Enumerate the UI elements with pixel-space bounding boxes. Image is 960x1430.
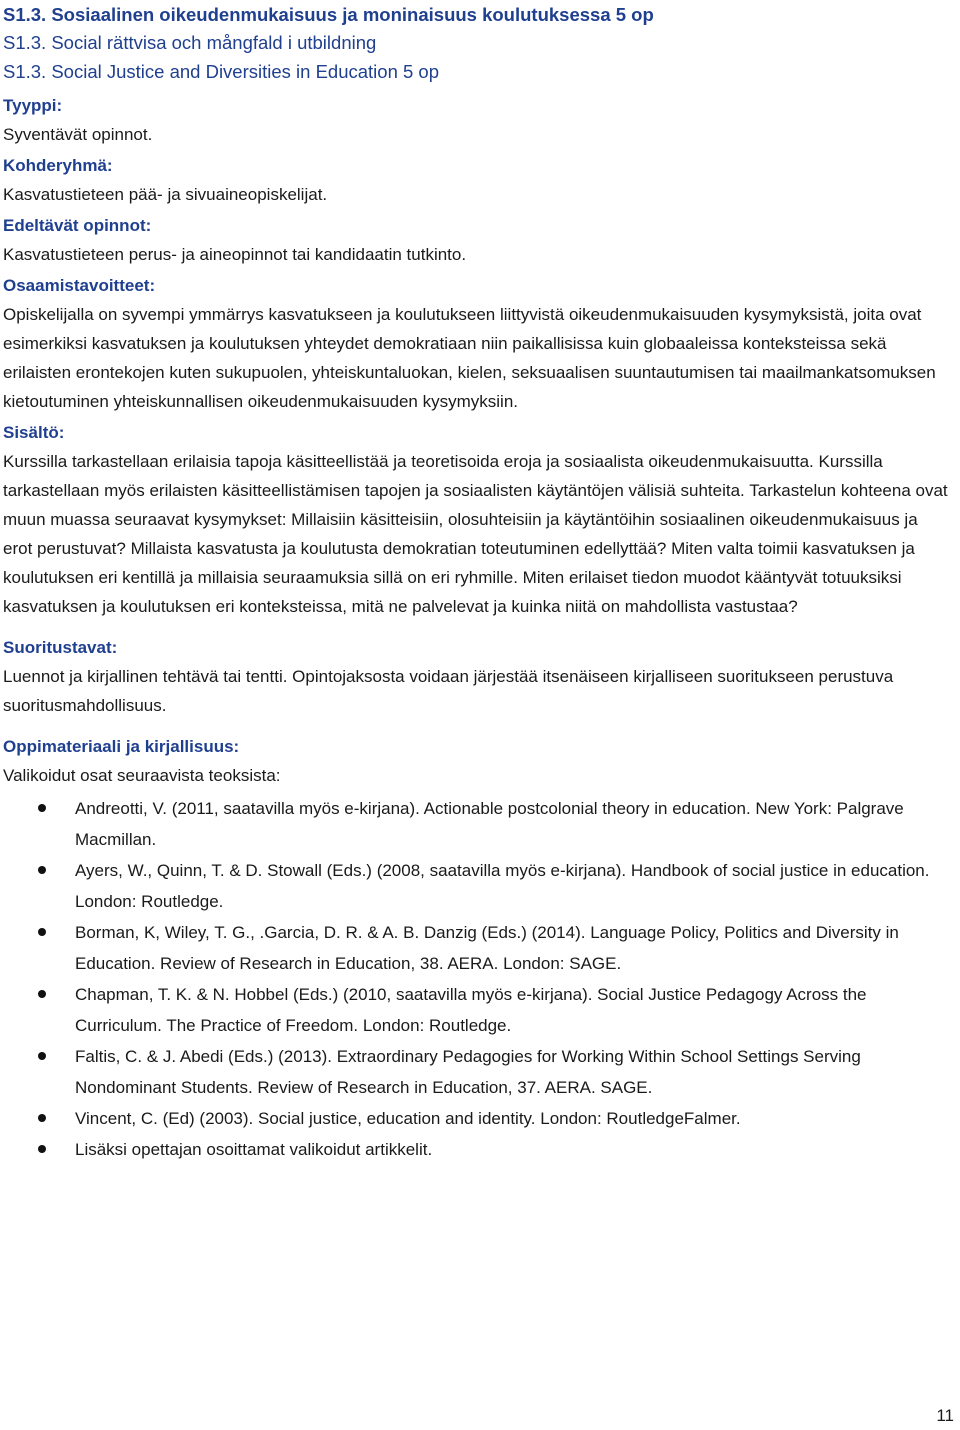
bullet-icon bbox=[38, 1114, 46, 1122]
course-title: S1.3. Sosiaalinen oikeudenmukaisuus ja moninaisuus koulutuksessa 5 op bbox=[3, 4, 654, 25]
reference-item bbox=[3, 917, 955, 979]
materials-section bbox=[3, 732, 948, 1165]
type-heading: Tyyppi: bbox=[3, 96, 63, 115]
content-heading: Sisältö: bbox=[3, 423, 65, 442]
content-text: Kurssilla tarkastellaan erilaisia tapoja käsitteellistää ja teoretisoida eroja ja sosiaalista oikeudenmukaisuutta. Kurssilla tarkastellaan myös erilaisten käsitteellistämisen tapojen ja sosiaalisten käytäntöjen välisiä suhteita. Tarkastelun kohteena ovat muun muassa seuraavat kysymykset: Millaisiin käsitteisiin, olosuhteisiin ja käytäntöihin sosiaalinen oikeudenmukaisuus ja erot perustuvat? Millaista kasvatusta ja koulutusta demokratian toteutuminen edellyttää? Miten valta toimii kasvatuksen ja koulutuksen eri kentillä ja millaisia seuraamuksia sillä on eri ryhmille. Miten erilaiset tiedon muodot kääntyvät totuuksiksi kasvatuksen ja koulutuksen eri konteksteissa, mitä ne palvelevat ja kuinka niitä on mahdollista vastustaa? bbox=[3, 452, 948, 616]
document-page bbox=[3, 0, 948, 1165]
prerequisites-heading: Edeltävät opinnot: bbox=[3, 216, 152, 235]
type-text: Syventävät opinnot. bbox=[3, 125, 153, 144]
bullet-icon bbox=[38, 866, 46, 874]
target-group-text: Kasvatustieteen pää- ja sivuaineopiskelijat. bbox=[3, 185, 328, 204]
completion-heading: Suoritustavat: bbox=[3, 638, 118, 657]
reference-item bbox=[3, 855, 955, 917]
learning-outcomes-heading: Osaamistavoitteet: bbox=[3, 276, 156, 295]
bullet-icon bbox=[38, 990, 46, 998]
reference-item bbox=[3, 1134, 955, 1165]
reference-text: Vincent, C. (Ed) (2003). Social justice, education and identity. London: RoutledgeFalmer. bbox=[75, 1109, 741, 1128]
type-section bbox=[3, 91, 948, 149]
reference-text: Borman, K, Wiley, T. G., .Garcia, D. R. & A. B. Danzig (Eds.) (2014). Language Policy, Politics and Diversity in Education. Review of Research in Education, 38. AERA. London: SAGE. bbox=[75, 923, 899, 973]
reference-text: Chapman, T. K. & N. Hobbel (Eds.) (2010, saatavilla myös e-kirjana). Social Justice Pedagogy Across the Curriculum. The Practice of Freedom. London: Routledge. bbox=[75, 985, 867, 1035]
course-title-english: S1.3. Social Justice and Diversities in Education 5 op bbox=[3, 61, 440, 82]
completion-text: Luennot ja kirjallinen tehtävä tai tentti. Opintojaksosta voidaan järjestää itsenäiseen kirjalliseen suoritukseen perustuva suoritusmahdollisuus. bbox=[3, 667, 894, 715]
completion-section bbox=[3, 633, 948, 720]
reference-text: Lisäksi opettajan osoittamat valikoidut artikkelit. bbox=[75, 1140, 433, 1159]
materials-heading: Oppimateriaali ja kirjallisuus: bbox=[3, 737, 240, 756]
bullet-icon bbox=[38, 804, 46, 812]
reference-text: Ayers, W., Quinn, T. & D. Stowall (Eds.) (2008, saatavilla myös e-kirjana). Handbook of social justice in education. London: Routledge. bbox=[75, 861, 930, 911]
reference-list bbox=[3, 793, 948, 1165]
target-group-heading: Kohderyhmä: bbox=[3, 156, 113, 175]
target-group-section bbox=[3, 151, 948, 209]
bullet-icon bbox=[38, 1145, 46, 1153]
bullet-icon bbox=[38, 1052, 46, 1060]
course-title-swedish: S1.3. Social rättvisa och mångfald i utbildning bbox=[3, 32, 377, 53]
reference-text: Faltis, C. & J. Abedi (Eds.) (2013). Extraordinary Pedagogies for Working Within School Settings Serving Nondominant Students. Review of Research in Education, 37. AERA. SAGE. bbox=[75, 1047, 861, 1097]
page-number: 11 bbox=[936, 1406, 954, 1425]
reference-text: Andreotti, V. (2011, saatavilla myös e-kirjana). Actionable postcolonial theory in education. New York: Palgrave Macmillan. bbox=[75, 799, 904, 849]
reference-item bbox=[3, 979, 955, 1041]
reference-item bbox=[3, 1041, 955, 1103]
learning-outcomes-text: Opiskelijalla on syvempi ymmärrys kasvatukseen ja koulutukseen liittyvistä oikeudenmukaisuuden kysymyksistä, joita ovat esimerkiksi kasvatuksen ja koulutuksen yhteydet demokratiaan niin paikallisissa kuin globaaleissa konteksteissa sekä erilaisten erontekojen kuten sukupuolen, yhteiskuntaluokan, kielen, seksuaalisen suuntautumisen tai maailmankatsomuksen kietoutuminen yhteiskunnallisen oikeudenmukaisuuden kysymyksiin. bbox=[3, 305, 936, 411]
reference-item bbox=[3, 1103, 955, 1134]
prerequisites-section bbox=[3, 211, 948, 269]
learning-outcomes-section bbox=[3, 271, 948, 416]
prerequisites-text: Kasvatustieteen perus- ja aineopinnot tai kandidaatin tutkinto. bbox=[3, 245, 467, 264]
reference-item bbox=[3, 793, 955, 855]
content-section bbox=[3, 418, 948, 621]
bullet-icon bbox=[38, 928, 46, 936]
materials-intro: Valikoidut osat seuraavista teoksista: bbox=[3, 766, 281, 785]
